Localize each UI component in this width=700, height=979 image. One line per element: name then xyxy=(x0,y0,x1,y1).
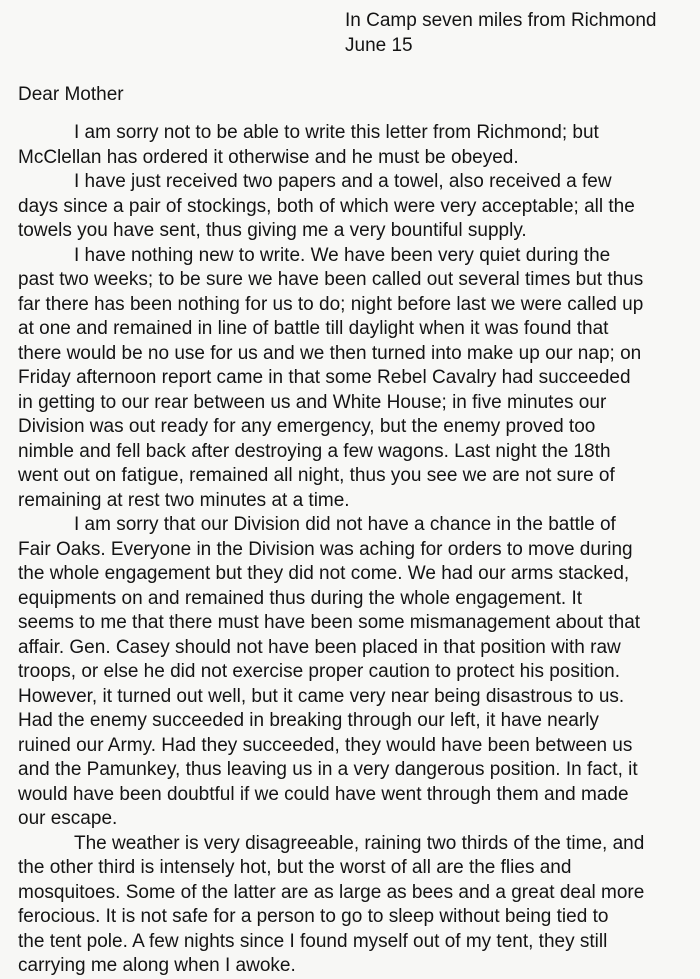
letter-line: The weather is very disagreeable, raining two thirds of the time, and xyxy=(74,832,645,854)
letter-line: mosquitoes. Some of the latter are as large as bees and a great deal more xyxy=(18,881,645,903)
letter-line: Fair Oaks. Everyone in the Division was aching for orders to move during xyxy=(18,538,633,560)
salutation: Dear Mother xyxy=(18,84,124,105)
letter-line: there would be no use for us and we then turned into make up our nap; on xyxy=(18,342,642,364)
letter-line: went out on fatigue, remained all night, thus you see we are not sure of xyxy=(18,465,615,486)
letter-line: I have nothing new to write. We have been very quiet during the xyxy=(74,244,611,266)
letter-line: McClellan has ordered it otherwise and he must be obeyed. xyxy=(18,146,519,168)
letter-line: days since a pair of stockings, both of which were very acceptable; all the xyxy=(18,195,635,217)
letter-line: the tent pole. A few nights since I found myself out of my tent, they still xyxy=(18,930,608,952)
heading-date: June 15 xyxy=(345,35,413,56)
letter-line: I am sorry not to be able to write this letter from Richmond; but xyxy=(74,122,599,143)
letter-line: far there has been nothing for us to do; night before last we were called up xyxy=(18,293,644,315)
letter-heading xyxy=(345,8,657,58)
letter-line: ruined our Army. Had they succeeded, they would have been between us xyxy=(18,734,633,756)
letter-line: troops, or else he did not exercise proper caution to protect his position. xyxy=(18,661,621,682)
letter-line: I have just received two papers and a towel, also received a few xyxy=(74,171,612,192)
letter-line: and the Pamunkey, thus leaving us in a very dangerous position. In fact, it xyxy=(18,759,638,780)
letter-line: seems to me that there must have been some mismanagement about that xyxy=(18,612,641,633)
letter-line: Friday afternoon report came in that some Rebel Cavalry had succeeded xyxy=(18,367,631,388)
letter-body xyxy=(18,121,698,979)
letter-line: our escape. xyxy=(18,808,118,829)
letter-line: at one and remained in line of battle till daylight when it was found that xyxy=(18,318,609,339)
letter-line: nimble and fell back after destroying a few wagons. Last night the 18th xyxy=(18,440,611,462)
letter-line: the whole engagement but they did not come. We had our arms stacked, xyxy=(18,563,630,584)
letter-line: in getting to our rear between us and White House; in five minutes our xyxy=(18,391,607,413)
letter-line: Division was out ready for any emergency, but the enemy proved too xyxy=(18,416,596,437)
letter-line: the other third is intensely hot, but the worst of all are the flies and xyxy=(18,857,572,878)
letter-line: carrying me along when I awoke. xyxy=(18,955,296,976)
letter-line: Had the enemy succeeded in breaking through our left, it have nearly xyxy=(18,710,599,731)
heading-place: In Camp seven miles from Richmond xyxy=(345,10,657,31)
letter-line: However, it turned out well, but it came very near being disastrous to us. xyxy=(18,685,625,707)
letter-line: remaining at rest two minutes at a time. xyxy=(18,489,350,511)
letter-line: I am sorry that our Division did not have a chance in the battle of xyxy=(74,514,616,535)
letter-line: towels you have sent, thus giving me a very bountiful supply. xyxy=(18,220,527,241)
letter-line: past two weeks; to be sure we have been called out several times but thus xyxy=(18,269,644,290)
letter-line: would have been doubtful if we could have went through them and made xyxy=(18,783,629,805)
letter-line: equipments on and remained thus during the whole engagement. It xyxy=(18,587,583,609)
letter-line: affair. Gen. Casey should not have been placed in that position with raw xyxy=(18,636,621,658)
letter-line: ferocious. It is not safe for a person to go to sleep without being tied to xyxy=(18,906,609,927)
